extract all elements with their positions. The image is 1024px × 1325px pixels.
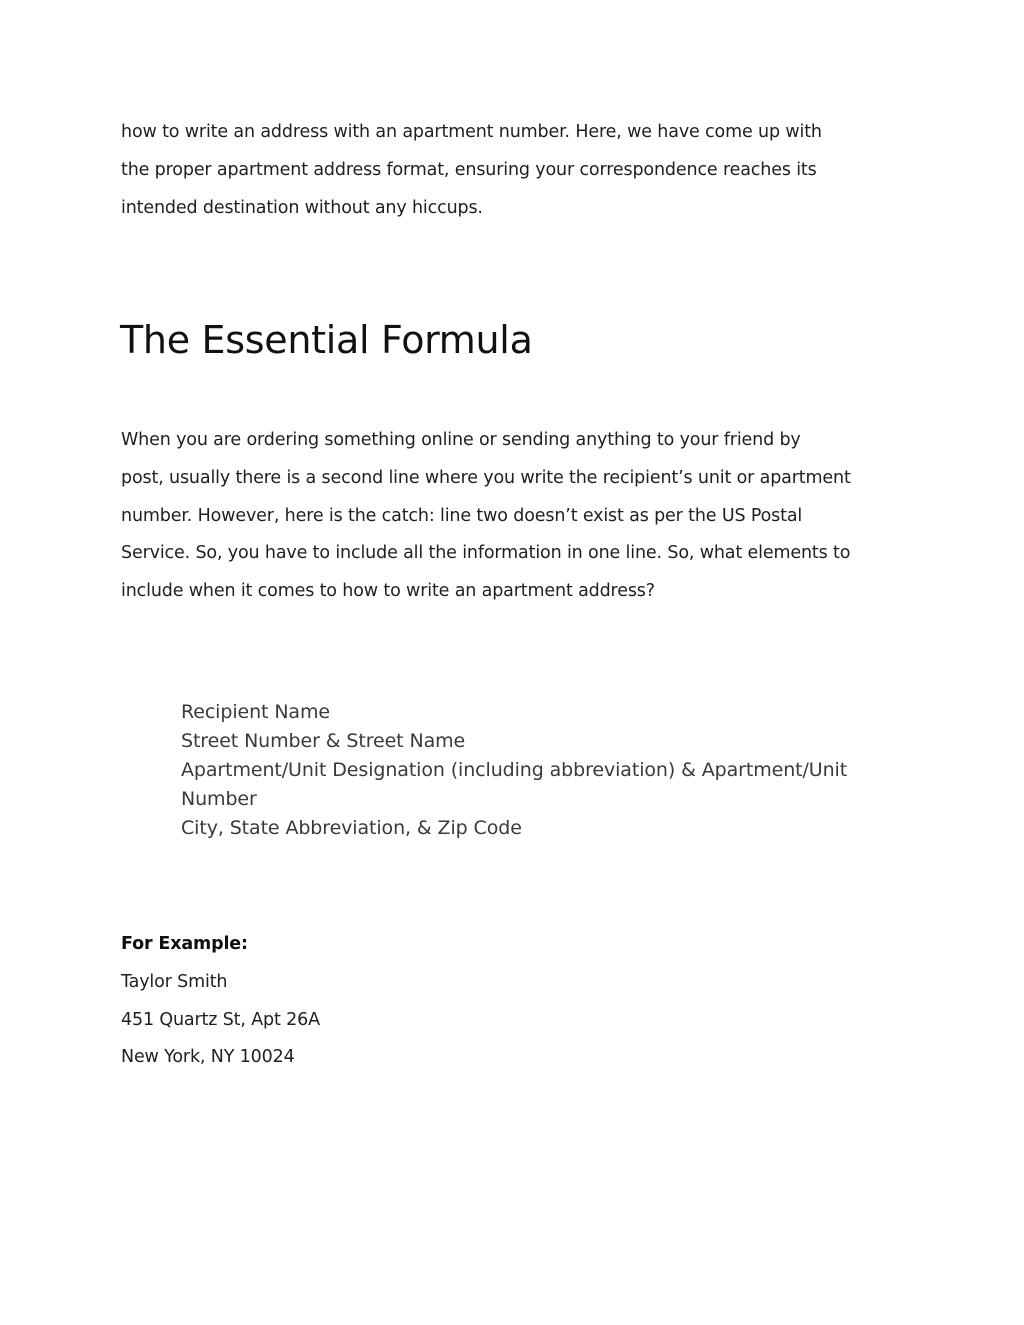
- example-recipient: Taylor Smith: [121, 971, 228, 992]
- body-line: When you are ordering something online or sending anything to your friend by: [121, 430, 801, 450]
- intro-line: the proper apartment address format, ensuring your correspondence reaches its: [121, 159, 817, 180]
- format-line-apartment-cont: Number: [181, 788, 257, 810]
- example-label: For Example:: [121, 934, 248, 954]
- intro-line: how to write an address with an apartment number. Here, we have come up with: [121, 122, 822, 142]
- example-street: 451 Quartz St, Apt 26A: [121, 1009, 320, 1030]
- address-format-block: [181, 698, 911, 843]
- body-line: number. However, here is the catch: line two doesn’t exist as per the US Postal: [121, 505, 803, 526]
- format-line-street: Street Number & Street Name: [181, 730, 466, 752]
- format-line-city-state-zip: City, State Abbreviation, & Zip Code: [181, 817, 522, 839]
- body-line: include when it comes to how to write an apartment address?: [121, 581, 655, 602]
- body-line: post, usually there is a second line where you write the recipient’s unit or apartment: [121, 467, 851, 488]
- format-line-apartment: Apartment/Unit Designation (including abbreviation) & Apartment/Unit: [181, 759, 848, 781]
- section-heading: The Essential Formula: [120, 318, 533, 362]
- section-body-paragraph: [121, 422, 921, 611]
- example-city-state-zip: New York, NY 10024: [121, 1047, 295, 1068]
- intro-line: intended destination without any hiccups.: [121, 197, 483, 218]
- intro-paragraph: [121, 114, 921, 227]
- body-line: Service. So, you have to include all the information in one line. So, what elements to: [121, 543, 851, 564]
- example-address-block: [121, 926, 320, 1077]
- format-line-recipient: Recipient Name: [181, 701, 330, 723]
